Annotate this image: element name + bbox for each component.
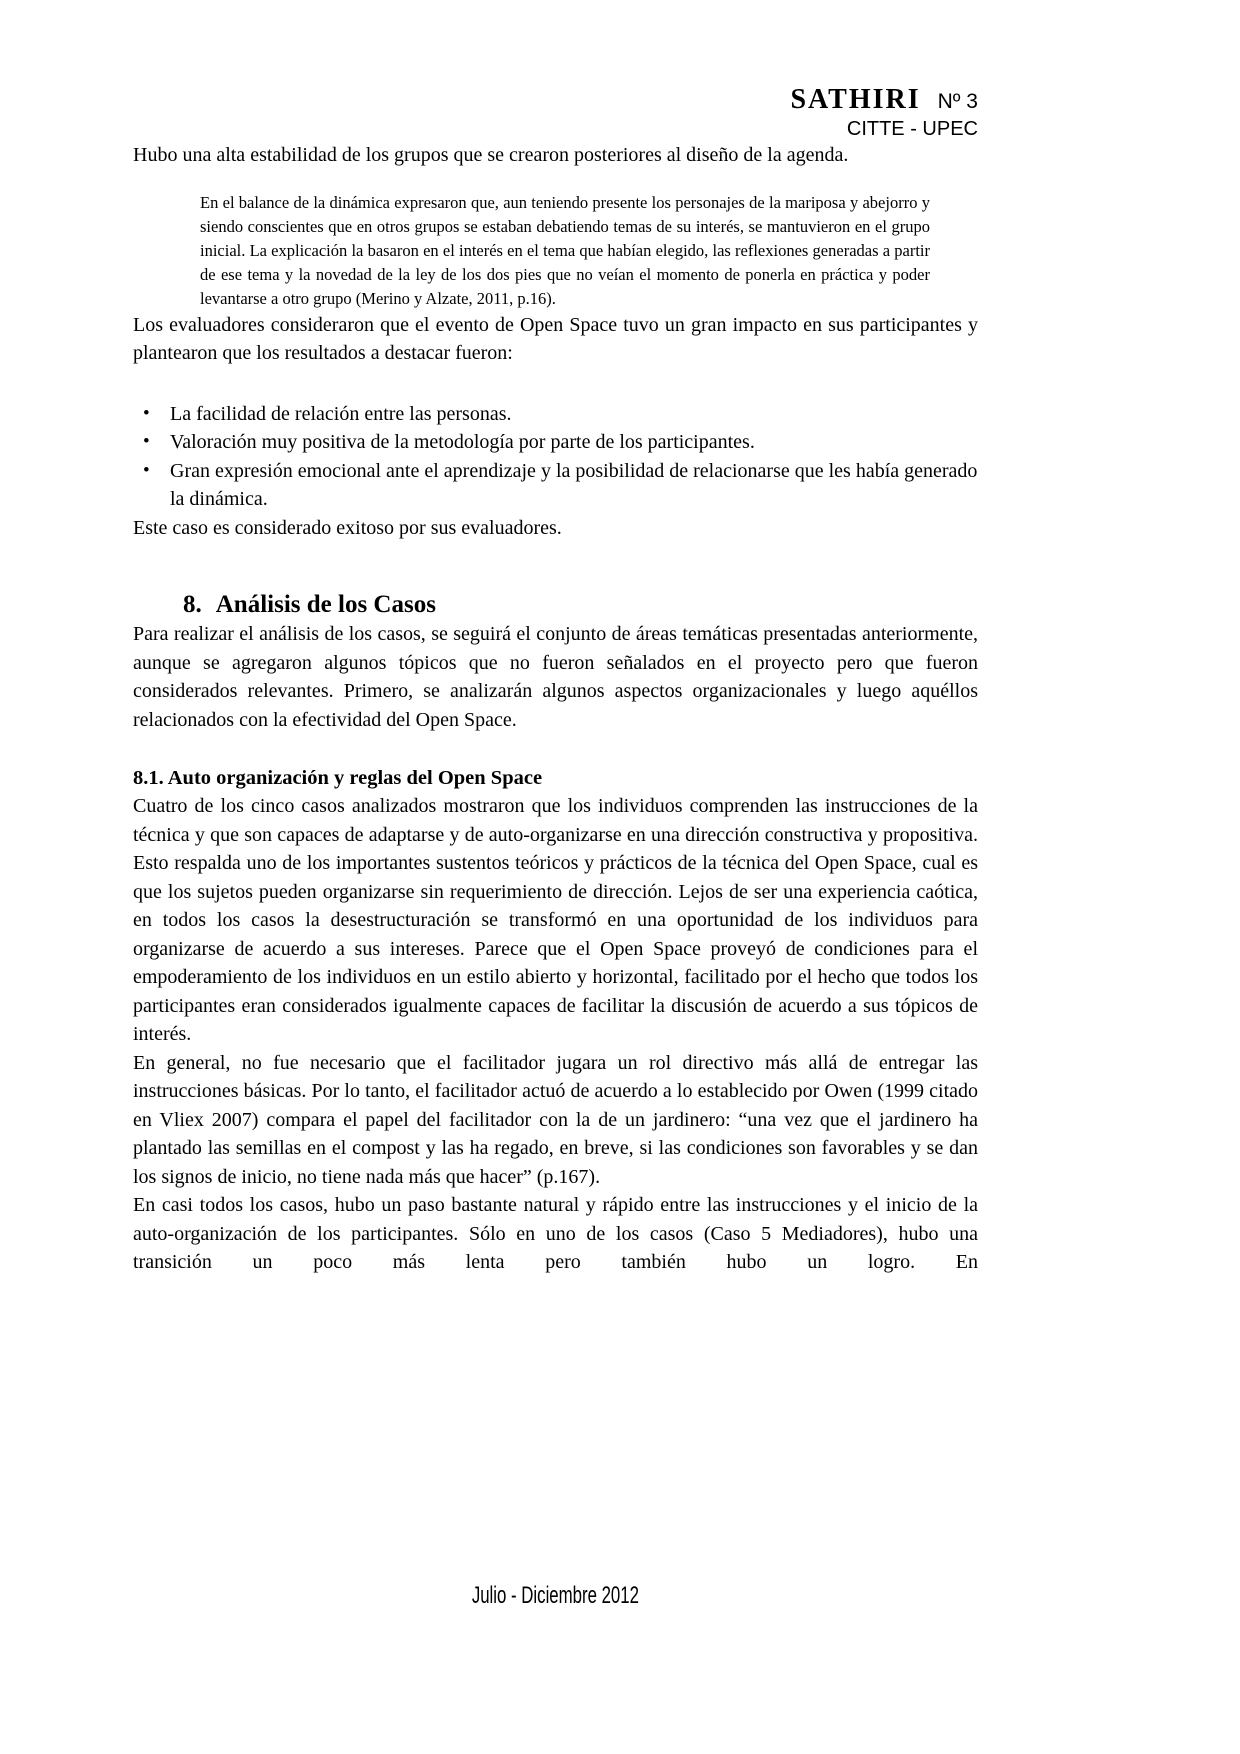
paragraph-analysis-intro: Para realizar el análisis de los casos, se seguirá el conjunto de áreas temáticas presentadas anteriormente, aunque se agregaron algunos tópicos que no fueron señalados en el proyecto pero que fueron considerados relevantes. Primero, se analizarán algunos aspectos organizacionales y luego aquéllos relacionados con la efectividad del Open Space. [133,623,978,731]
paragraph-evaluators: Los evaluadores consideraron que el evento de Open Space tuvo un gran impacto en sus participantes y plantearon que los resultados a destacar fueron: [133,313,978,364]
list-item [133,400,978,429]
footer-date: Julio - Diciembre 2012 [471,1582,640,1609]
list-item-text: Valoración muy positiva de la metodología por parte de los participantes. [170,431,755,453]
section-heading [183,590,978,620]
bullet-icon: • [143,431,150,452]
section-number: 8. [183,591,202,618]
page-footer [133,1583,978,1609]
subsection-heading: 8.1. Auto organización y reglas del Open Space [133,767,543,789]
paragraph-transition: En casi todos los casos, hubo un paso bastante natural y rápido entre las instrucciones y el inicio de la auto-organización de los participantes. Sólo en uno de los casos (Caso 5 Mediadores), hubo una transición un poco más lenta pero también hubo un logro. En [133,1194,978,1273]
list-item [133,428,978,457]
list-item-text: Gran expresión emocional ante el aprendizaje y la posibilidad de relacionarse que les había generado la dinámica. [170,459,978,510]
list-item-text: La facilidad de relación entre las personas. [170,402,512,425]
bullet-icon: • [143,402,150,424]
journal-institution: CITTE - UPEC [846,118,978,140]
paragraph-success: Este caso es considerado exitoso por sus evaluadores. [133,516,562,539]
journal-title: SATHIRI [790,84,921,115]
page-header [133,85,978,141]
document-body [133,141,978,1277]
list-item [133,457,978,514]
section-title: Análisis de los Casos [215,591,436,618]
bullet-icon: • [143,459,150,481]
paragraph-self-organization: Cuatro de los cinco casos analizados mostraron que los individuos comprenden las instrucciones de la técnica y que son capaces de adaptarse y de auto-organizarse en una dirección constructiva y propositiva. Esto respalda uno de los importantes sustentos teóricos y prácticos de la técnica del Open Space, cual es que los sujetos pueden organizarse sin requerimiento de dirección. Lejos de ser una experiencia caótica, en todos los casos la desestructuración se transformó en una oportunidad de los individuos para organizarse de acuerdo a sus intereses. Parece que el Open Space proveyó de condiciones para el empoderamiento de los individuos en un estilo abierto y horizontal, facilitado por el hecho que todos los participantes eran considerados igualmente capaces de facilitar la discusión de acuerdo a sus tópicos de interés. [133,795,978,1045]
journal-masthead [133,85,978,117]
bullet-list [133,400,978,514]
journal-issue-number: Nº 3 [937,90,978,113]
block-quote: En el balance de la dinámica expresaron que, aun teniendo presente los personajes de la mariposa y abejorro y siendo conscientes que en otros grupos se estaban debatiendo temas de su interés, se mantuvieron en el grupo inicial. La explicación la basaron en el interés en el tema que habían elegido, las reflexiones generadas a partir de ese tema y la novedad de la ley de los dos pies que no veían el momento de ponerla en práctica y poder levantarse a otro grupo (Merino y Alzate, 2011, p.16). [200,192,930,308]
paragraph-facilitator: En general, no fue necesario que el facilitador jugara un rol directivo más allá de entregar las instrucciones básicas. Por lo tanto, el facilitador actuó de acuerdo a lo establecido por Owen (1999 citado en Vliex 2007) compara el papel del facilitador con la de un jardinero: “una vez que el jardinero ha plantado las semillas en el compost y las ha regado, en breve, si las condiciones son favorables y se dan los signos de inicio, no tiene nada más que hacer” (p.167). [133,1051,978,1188]
paragraph-intro: Hubo una alta estabilidad de los grupos que se crearon posteriores al diseño de la agenda. [133,144,849,166]
